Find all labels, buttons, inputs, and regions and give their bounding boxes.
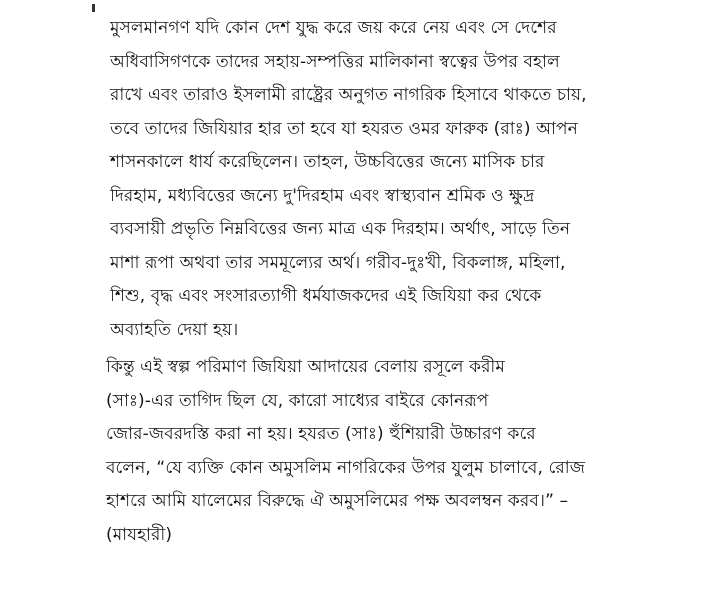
text-line: ব্যবসায়ী প্রভৃতি নিম্নবিত্তের জন্য মাত্র এক দিরহাম। অর্থাৎ, সাড়ে তিন <box>110 219 571 239</box>
paragraph-2 <box>84 351 669 552</box>
text-line: মুসলমানগণ যদি কোন দেশ যুদ্ধ করে জয় করে নেয় এবং সে দেশের <box>110 18 557 38</box>
text-line: অধিবাসিগণকে তাদের সহায়-সম্পত্তির মালিকানা স্বত্বের উপর বহাল <box>110 51 560 72</box>
text-line: কিন্তু এই স্বল্প পরিমাণ জিযিয়া আদায়ের বেলায় রসূলে করীম <box>106 357 505 377</box>
text-line: শিশু, বৃদ্ধ এবং সংসারত্যাগী ধর্মযাজকদের এই জিযিয়া কর থেকে <box>110 286 542 306</box>
source-citation: (মাযহারী) <box>106 524 173 545</box>
margin-mark <box>92 4 95 12</box>
text-line: বলেন, “যে ব্যক্তি কোন অমুসলিম নাগরিকের উপর যুলুম চালাবে, রোজ <box>106 457 586 478</box>
text-line: হাশরে আমি যালেমের বিরুদ্ধে ঐ অমুসলিমের পক্ষ অবলম্বন করব।” – <box>106 491 569 511</box>
text-line: (সাঃ)-এর তাগিদ ছিল যে, কারো সাধ্যের বাইরে কোনরূপ <box>106 390 489 411</box>
text-line: মাশা রূপা অথবা তার সমমূল্যের অর্থ। গরীব-দুঃখী, বিকলাঙ্গ, মহিলা, <box>110 252 566 273</box>
document-body <box>84 12 669 552</box>
paragraph-1 <box>84 12 669 347</box>
text-line: জোর-জবরদস্তি করা না হয়। হযরত (সাঃ) হুঁশিয়ারী উচ্চারণ করে <box>106 424 536 444</box>
text-line: তবে তাদের জিযিয়ার হার তা হবে যা হযরত ওমর ফারুক (রাঃ) আপন <box>110 118 578 139</box>
text-line: শাসনকালে ধার্য করেছিলেন। তাহল, উচ্চবিত্তের জন্যে মাসিক চার <box>110 152 545 172</box>
text-line: অব্যাহতি দেয়া হয়। <box>110 319 239 340</box>
text-line: রাখে এবং তারাও ইসলামী রাষ্ট্রের অনুগত নাগরিক হিসাবে থাকতে চায়, <box>110 85 587 105</box>
text-line: দিরহাম, মধ্যবিত্তের জন্যে দু'দিরহাম এবং স্বাস্থ্যবান শ্রমিক ও ক্ষুদ্র <box>110 185 535 206</box>
